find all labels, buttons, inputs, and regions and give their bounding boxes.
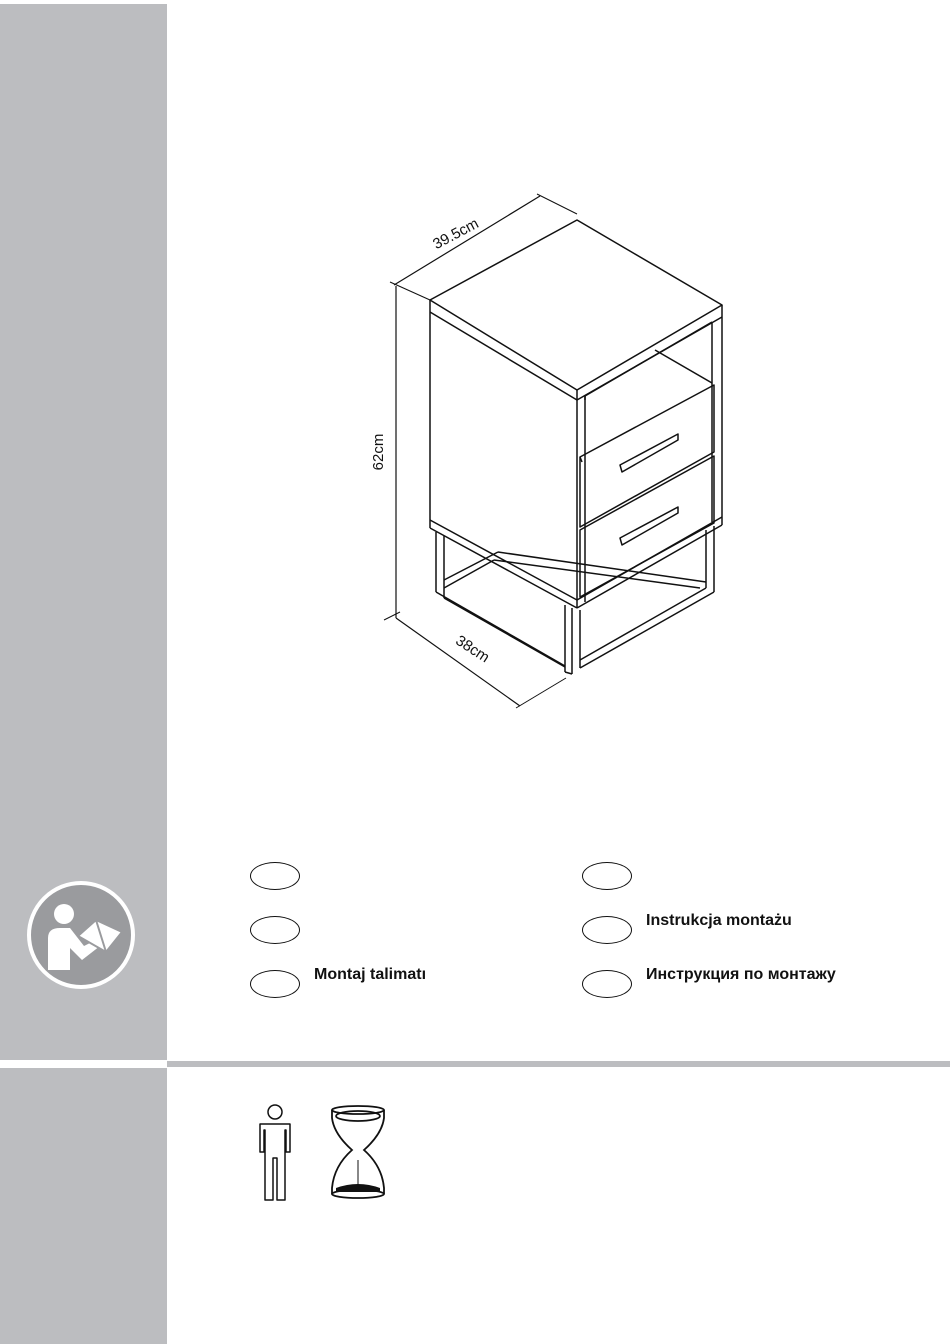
language-oval	[582, 862, 632, 890]
language-oval	[582, 916, 632, 944]
hourglass-icon	[328, 1104, 388, 1200]
language-label: Инструкция по монтажу	[646, 966, 836, 983]
language-label: Instrukcja montażu	[646, 912, 792, 929]
language-oval	[582, 970, 632, 998]
sidebar-bottom	[0, 1068, 167, 1344]
product-drawing	[350, 185, 750, 715]
person-icon	[250, 1102, 300, 1202]
language-oval	[250, 916, 300, 944]
language-oval	[250, 862, 300, 890]
height-dimension-label: 62cm	[370, 433, 387, 471]
depth-dimension-label: 38cm	[452, 632, 493, 667]
language-label: Montaj talimatı	[314, 966, 427, 983]
language-oval	[250, 970, 300, 998]
section-divider	[167, 1061, 950, 1067]
read-manual-icon	[26, 880, 136, 990]
width-dimension-label: 39.5cm	[430, 214, 482, 254]
